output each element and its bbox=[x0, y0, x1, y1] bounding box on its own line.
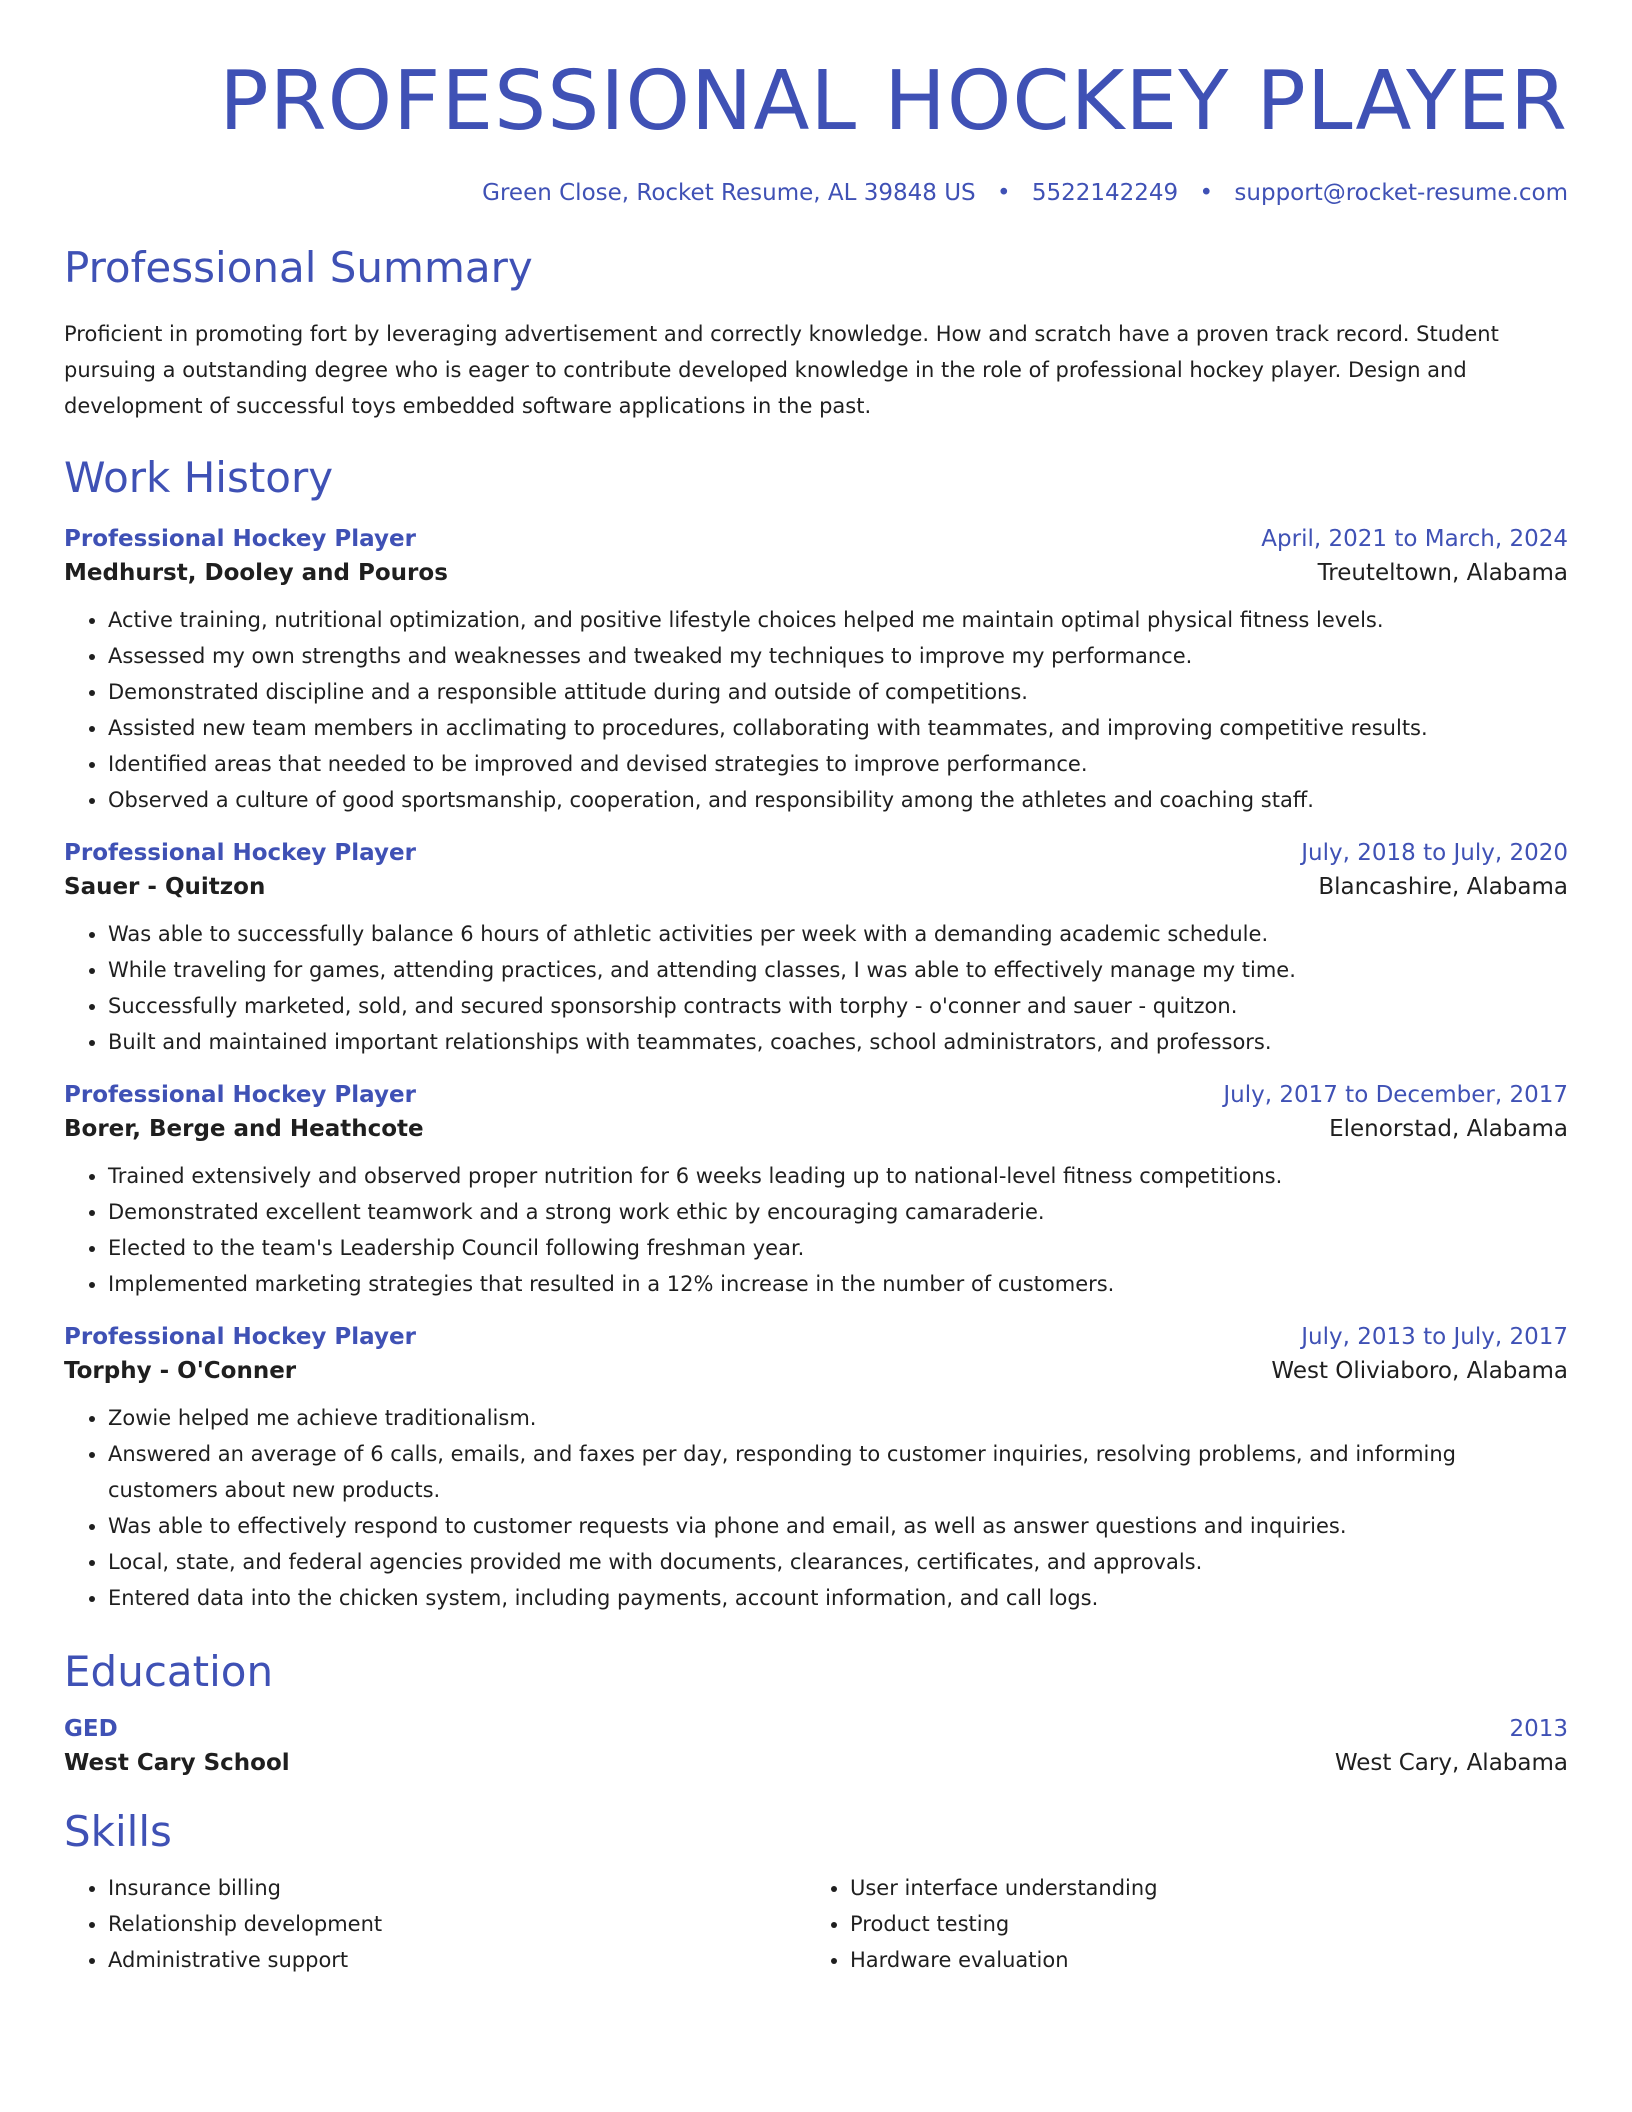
job-bullet: • Built and maintained important relationships with teammates, coaches, school administrators, and professors. bbox=[108, 1024, 1568, 1060]
job-bullet: • Was able to successfully balance 6 hours of athletic activities per week with a demanding academic schedule. bbox=[108, 916, 1568, 952]
job-title: Professional Hockey Player bbox=[64, 840, 416, 866]
job-dates: April, 2021 to March, 2024 bbox=[1261, 526, 1568, 552]
job-entry bbox=[64, 526, 1568, 818]
school-name: West Cary School bbox=[64, 1750, 290, 1776]
job-bullet: • Implemented marketing strategies that resulted in a 12% increase in the number of customers. bbox=[108, 1266, 1568, 1302]
candidate-name: PROFESSIONAL HOCKEY PLAYER bbox=[219, 54, 1568, 149]
separator: • bbox=[996, 180, 1011, 206]
job-title: Professional Hockey Player bbox=[64, 1082, 416, 1108]
job-dates: July, 2013 to July, 2017 bbox=[1301, 1324, 1568, 1350]
company-name: Torphy - O'Conner bbox=[64, 1358, 297, 1384]
skills-column-right bbox=[806, 1870, 1548, 1978]
skill-item: • Insurance billing bbox=[108, 1870, 806, 1906]
skills-column-left bbox=[64, 1870, 806, 1978]
job-bullet: • Successfully marketed, sold, and secured sponsorship contracts with torphy - o'conner and sauer - quitzon. bbox=[108, 988, 1568, 1024]
skills-heading: Skills bbox=[64, 1807, 172, 1856]
job-bullet: • Active training, nutritional optimization, and positive lifestyle choices helped me maintain optimal physical fitness levels. bbox=[108, 602, 1568, 638]
job-entry bbox=[64, 1082, 1568, 1302]
job-bullet: • Identified areas that needed to be improved and devised strategies to improve performance. bbox=[108, 746, 1568, 782]
company-name: Medhurst, Dooley and Pouros bbox=[64, 560, 448, 586]
company-name: Sauer - Quitzon bbox=[64, 874, 266, 900]
job-bullet: • Trained extensively and observed proper nutrition for 6 weeks leading up to national-level fitness competitions. bbox=[108, 1158, 1568, 1194]
skill-item: • Relationship development bbox=[108, 1906, 806, 1942]
skill-item: • User interface understanding bbox=[850, 1870, 1548, 1906]
job-bullet: • Demonstrated discipline and a responsible attitude during and outside of competitions. bbox=[108, 674, 1568, 710]
job-title: Professional Hockey Player bbox=[64, 1324, 416, 1350]
job-title: Professional Hockey Player bbox=[64, 526, 416, 552]
work-history-heading: Work History bbox=[64, 453, 334, 502]
job-bullets bbox=[64, 916, 1568, 1060]
job-bullets bbox=[64, 1158, 1568, 1302]
skill-item: • Product testing bbox=[850, 1906, 1548, 1942]
job-entry bbox=[64, 840, 1568, 1060]
school-location: West Cary, Alabama bbox=[1334, 1750, 1568, 1776]
resume-header bbox=[64, 52, 1568, 206]
address: Green Close, Rocket Resume, AL 39848 US bbox=[482, 180, 976, 206]
education-entry bbox=[64, 1716, 1568, 1776]
work-history-list bbox=[64, 526, 1568, 1616]
job-bullet: • While traveling for games, attending practices, and attending classes, I was able to effectively manage my time. bbox=[108, 952, 1568, 988]
email-link[interactable]: support@rocket-resume.com bbox=[1234, 180, 1568, 206]
education-heading: Education bbox=[64, 1647, 274, 1696]
contact-line bbox=[64, 180, 1568, 206]
job-bullet: • Observed a culture of good sportsmanship, cooperation, and responsibility among the athletes and coaching staff. bbox=[108, 782, 1568, 818]
job-bullet: • Assisted new team members in acclimating to procedures, collaborating with teammates, and improving competitive results. bbox=[108, 710, 1568, 746]
skill-item: • Hardware evaluation bbox=[850, 1942, 1548, 1978]
company-name: Borer, Berge and Heathcote bbox=[64, 1116, 424, 1142]
job-location: Blancashire, Alabama bbox=[1318, 874, 1568, 900]
phone: 5522142249 bbox=[1031, 180, 1179, 206]
job-bullet: • Local, state, and federal agencies provided me with documents, clearances, certificates, and approvals. bbox=[108, 1544, 1568, 1580]
job-bullets bbox=[64, 1400, 1568, 1616]
job-bullet: • Elected to the team's Leadership Council following freshman year. bbox=[108, 1230, 1568, 1266]
job-dates: July, 2018 to July, 2020 bbox=[1301, 840, 1568, 866]
degree: GED bbox=[64, 1716, 118, 1742]
job-dates: July, 2017 to December, 2017 bbox=[1223, 1082, 1568, 1108]
job-location: Treuteltown, Alabama bbox=[1317, 560, 1568, 586]
job-bullet: • Was able to effectively respond to customer requests via phone and email, as well as answer questions and inquiries. bbox=[108, 1508, 1568, 1544]
education-year: 2013 bbox=[1509, 1716, 1568, 1742]
job-bullet: • Assessed my own strengths and weaknesses and tweaked my techniques to improve my performance. bbox=[108, 638, 1568, 674]
job-location: Elenorstad, Alabama bbox=[1329, 1116, 1568, 1142]
job-bullets bbox=[64, 602, 1568, 818]
job-bullet: • Demonstrated excellent teamwork and a strong work ethic by encouraging camaraderie. bbox=[108, 1194, 1568, 1230]
job-bullet: • Entered data into the chicken system, including payments, account information, and call logs. bbox=[108, 1580, 1568, 1616]
summary-text: Proficient in promoting fort by leveraging advertisement and correctly knowledge. How and scratch have a proven track record. Student pursuing a outstanding degree who is eager to contribute developed knowledge in the role of professional hockey player. Design and development of successful toys embedded software applications in the past. bbox=[64, 322, 1499, 418]
job-entry bbox=[64, 1324, 1568, 1616]
job-location: West Oliviaboro, Alabama bbox=[1271, 1358, 1568, 1384]
skills-list bbox=[64, 1870, 1568, 1978]
summary-heading: Professional Summary bbox=[64, 243, 533, 292]
job-bullet: • Zowie helped me achieve traditionalism. bbox=[108, 1400, 1568, 1436]
skill-item: • Administrative support bbox=[108, 1942, 806, 1978]
separator: • bbox=[1199, 180, 1214, 206]
job-bullet: • Answered an average of 6 calls, emails, and faxes per day, responding to customer inquiries, resolving problems, and informing customers about new products. bbox=[108, 1436, 1568, 1508]
